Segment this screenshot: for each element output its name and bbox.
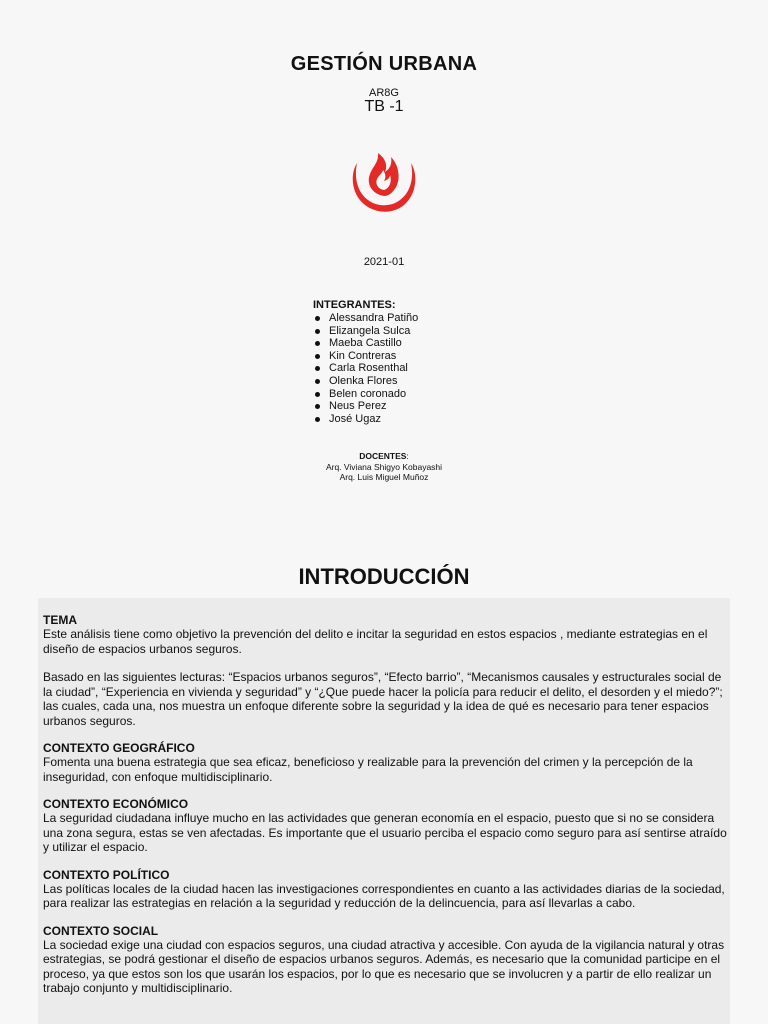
members-section bbox=[313, 299, 418, 425]
document-date: 2021-01 bbox=[363, 256, 405, 268]
tema-text: Este análisis tiene como objetivo la prevención del delito e incitar la seguridad en estos espacios , mediante estrategias en el diseño de espacios urbanos seguros. bbox=[43, 627, 708, 656]
teachers-heading: DOCENTES bbox=[359, 451, 407, 461]
list-item: Olenka Flores bbox=[313, 375, 418, 388]
course-code: AR8G bbox=[369, 87, 399, 99]
teacher-name: Arq. Luis Miguel Muñoz bbox=[339, 472, 429, 482]
bullet-icon bbox=[315, 341, 320, 346]
teacher-name: Arq. Viviana Shigyo Kobayashi bbox=[325, 461, 443, 472]
teachers-section: DOCENTES: Arq. Viviana Shigyo Kobayashi Arq. Luis Miguel Muñoz bbox=[0, 451, 768, 483]
pol-text: Las políticas locales de la ciudad hacen las investigaciones correspondientes en cuanto a las actividades diarias de la sociedad, para realizar las estrategias en relación a la seguridad y reducción de la delincuencia, para así llevarlas a cabo. bbox=[43, 881, 725, 910]
list-item: Elizangela Sulca bbox=[313, 325, 418, 338]
bullet-icon bbox=[315, 316, 320, 321]
members-list bbox=[313, 312, 418, 425]
list-item: José Ugaz bbox=[313, 413, 418, 426]
bullet-icon bbox=[315, 329, 320, 334]
university-flame-logo-icon bbox=[348, 144, 420, 214]
eco-text: La seguridad ciudadana influye mucho en las actividades que generan economía en el espacio, puesto que si no se considera una zona segura, estas se ven afectadas. Es importante que el usuario perciba el espacio como seguro para así sentirse atraído y utilizar el espacio. bbox=[43, 811, 727, 854]
assignment-label: TB -1 bbox=[364, 98, 404, 115]
geo-text: Fomenta una buena estrategia que sea eficaz, beneficioso y realizable para la prevención del crimen y la percepción de la inseguridad, con enfoque multidisciplinario. bbox=[43, 755, 693, 784]
list-item: Carla Rosenthal bbox=[313, 362, 418, 375]
list-item: Belen coronado bbox=[313, 388, 418, 401]
list-item: Maeba Castillo bbox=[313, 337, 418, 350]
soc-heading: CONTEXTO SOCIAL bbox=[43, 923, 159, 938]
bullet-icon bbox=[315, 379, 320, 384]
readings-text: Basado en las siguientes lecturas: “Espacios urbanos seguros”, “Efecto barrio”, “Mecanismos causales y estructurales social de la ciudad”, “Experiencia en vivienda y seguridad” y “¿Que puede hacer la policía para reducir el delito, el desorden y el miedo?”; las cuales, cada una, nos muestra un enfoque diferente sobre la seguridad y la idea de qué es necesario para tener espacios urbanos seguros. bbox=[43, 670, 723, 728]
intro-title: INTRODUCCIÓN bbox=[298, 564, 470, 589]
bullet-icon bbox=[315, 404, 320, 409]
bullet-icon bbox=[315, 366, 320, 371]
document-title: GESTIÓN URBANA bbox=[290, 53, 478, 75]
intro-content bbox=[43, 613, 727, 996]
bullet-icon bbox=[315, 392, 320, 397]
pol-heading: CONTEXTO POLÍTICO bbox=[43, 867, 170, 882]
list-item: Kin Contreras bbox=[313, 350, 418, 363]
members-heading: INTEGRANTES: bbox=[313, 299, 396, 311]
tema-heading: TEMA bbox=[43, 613, 77, 627]
bullet-icon bbox=[315, 354, 320, 359]
list-item: Neus Perez bbox=[313, 400, 418, 413]
bullet-icon bbox=[315, 417, 320, 422]
eco-heading: CONTEXTO ECONÓMICO bbox=[43, 797, 189, 811]
list-item: Alessandra Patiño bbox=[313, 312, 418, 325]
geo-heading: CONTEXTO GEOGRÁFICO bbox=[43, 741, 195, 755]
soc-text: La sociedad exige una ciudad con espacios seguros, una ciudad atractiva y accesible. Con ayuda de la vigilancia natural y otras estrategias, se podrá gestionar el diseño de espacios urbanos seguros. Además, es necesario que la comunidad participe en el proceso, ya que estos son los que usarán los espacios, por lo que es necesario que se involucren y a partir de ello realizar un trabajo conjunto y multidisciplinario. bbox=[43, 937, 725, 995]
intro-panel bbox=[38, 598, 730, 1024]
